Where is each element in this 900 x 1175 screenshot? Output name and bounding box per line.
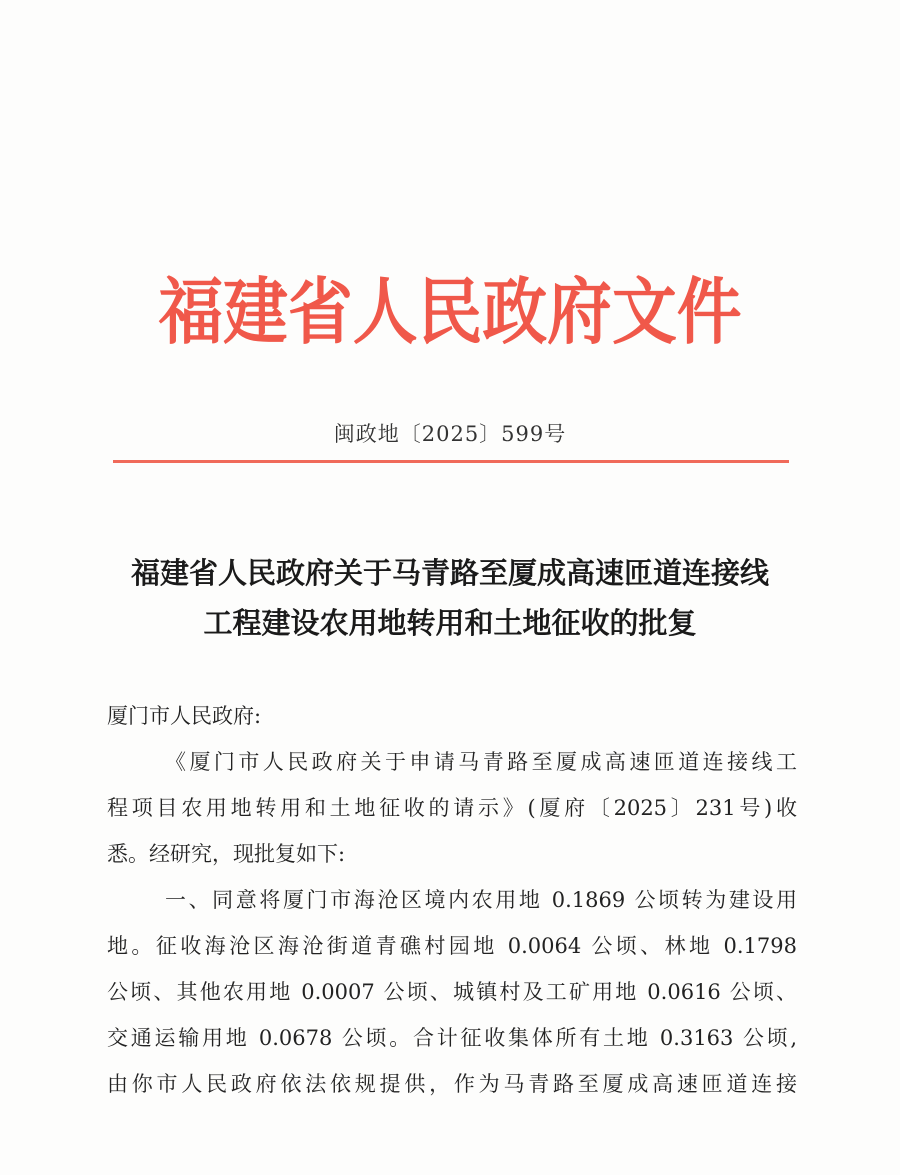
body-line: 地。征收海沧区海沧街道青礁村园地 0.0064 公顷、林地 0.1798 xyxy=(107,934,797,958)
title-line-1: 福建省人民政府关于马青路至厦成高速匝道连接线 xyxy=(130,556,769,590)
salutation: 厦门市人民政府: xyxy=(107,704,262,728)
body-line: 程项目农用地转用和土地征收的请示》(厦府〔2025〕231号)收 xyxy=(107,796,797,820)
document-number: 闽政地〔2025〕599号 xyxy=(333,422,567,446)
body-line: 一、同意将厦门市海沧区境内农用地 0.1869 公顷转为建设用 xyxy=(165,888,797,912)
body-line: 《厦门市人民政府关于申请马青路至厦成高速匝道连接线工 xyxy=(165,750,797,774)
red-divider-line xyxy=(113,460,789,463)
document-title xyxy=(0,548,900,648)
body-line: 由你市人民政府依法依规提供，作为马青路至厦成高速匝道连接 xyxy=(107,1072,797,1096)
body-line: 交通运输用地 0.0678 公顷。合计征收集体所有土地 0.3163 公顷, xyxy=(107,1026,797,1050)
body-line: 公顷、其他农用地 0.0007 公顷、城镇村及工矿用地 0.0616 公顷、 xyxy=(107,980,797,1004)
issuer-header: 福建省人民政府文件 xyxy=(158,269,742,354)
body-line: 悉。经研究，现批复如下: xyxy=(107,842,346,866)
title-line-2: 工程建设农用地转用和土地征收的批复 xyxy=(203,606,697,640)
